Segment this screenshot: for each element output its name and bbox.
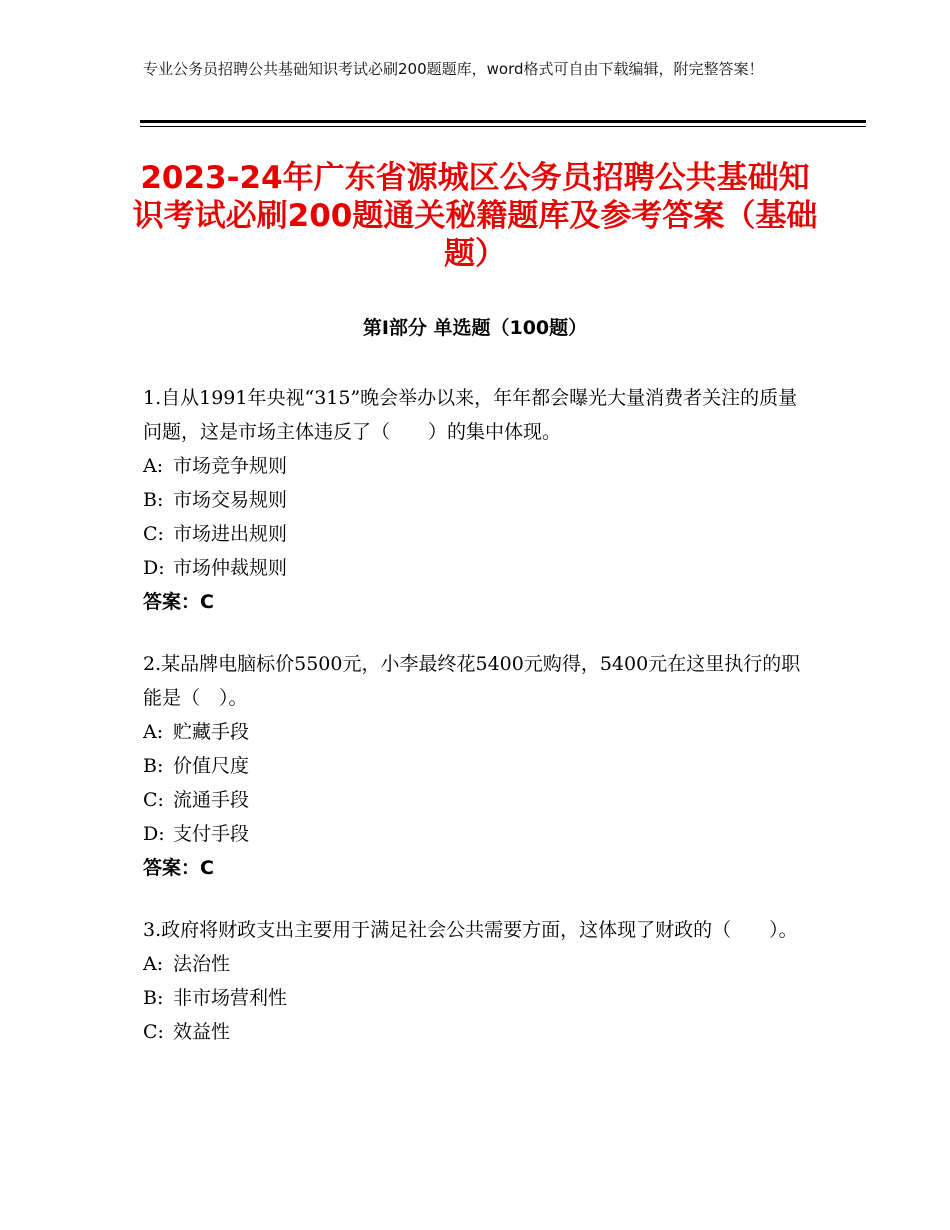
- option-text: 市场进出规则: [173, 523, 288, 545]
- option-text: 支付手段: [173, 823, 250, 845]
- option-text: 非市场营利性: [173, 987, 288, 1009]
- option-key: C:: [143, 789, 164, 811]
- option-key: A:: [143, 721, 164, 743]
- document-title: 2023-24年广东省源城区公务员招聘公共基础知识考试必刷200题通关秘籍题库及参考答案（基础题）: [132, 160, 818, 272]
- option-a: [143, 449, 803, 483]
- option-c: [143, 1015, 803, 1049]
- header-rule-thick: [140, 120, 866, 123]
- question-stem: 3.政府将财政支出主要用于满足社会公共需要方面，这体现了财政的（ ）。: [143, 919, 798, 941]
- question-1: [143, 381, 803, 619]
- header-rule-thin: [140, 126, 866, 127]
- option-text: 价值尺度: [173, 755, 250, 777]
- option-text: 法治性: [173, 953, 231, 975]
- header-note: 专业公务员招聘公共基础知识考试必刷200题题库，word格式可自由下载编辑，附完整答案！: [143, 60, 764, 78]
- option-text: 流通手段: [173, 789, 250, 811]
- question-3: [143, 913, 803, 1049]
- option-text: 市场交易规则: [173, 489, 288, 511]
- option-key: C:: [143, 523, 164, 545]
- option-key: A:: [143, 455, 164, 477]
- option-text: 贮藏手段: [173, 721, 250, 743]
- option-key: D:: [143, 557, 165, 579]
- option-b: [143, 483, 803, 517]
- question-2: [143, 647, 803, 885]
- option-text: 市场仲裁规则: [173, 557, 288, 579]
- option-key: B:: [143, 987, 164, 1009]
- option-d: [143, 817, 803, 851]
- question-list: [143, 381, 803, 1077]
- option-text: 效益性: [173, 1021, 231, 1043]
- option-a: [143, 715, 803, 749]
- option-d: [143, 551, 803, 585]
- option-b: [143, 749, 803, 783]
- section-title: 第Ⅰ部分 单选题（100题）: [362, 317, 588, 339]
- option-c: [143, 517, 803, 551]
- option-text: 市场竞争规则: [173, 455, 288, 477]
- option-key: A:: [143, 953, 164, 975]
- option-key: D:: [143, 823, 165, 845]
- question-stem: 2.某品牌电脑标价5500元，小李最终花5400元购得，5400元在这里执行的职能是（ ）。: [143, 653, 801, 709]
- option-key: B:: [143, 755, 164, 777]
- answer-line: 答案：C: [143, 857, 214, 879]
- question-stem: 1.自从1991年央视“315”晚会举办以来，年年都会曝光大量消费者关注的质量问题，这是市场主体违反了（ ）的集中体现。: [143, 387, 798, 443]
- answer-line: 答案：C: [143, 591, 214, 613]
- option-c: [143, 783, 803, 817]
- option-key: C:: [143, 1021, 164, 1043]
- option-a: [143, 947, 803, 981]
- option-key: B:: [143, 489, 164, 511]
- option-b: [143, 981, 803, 1015]
